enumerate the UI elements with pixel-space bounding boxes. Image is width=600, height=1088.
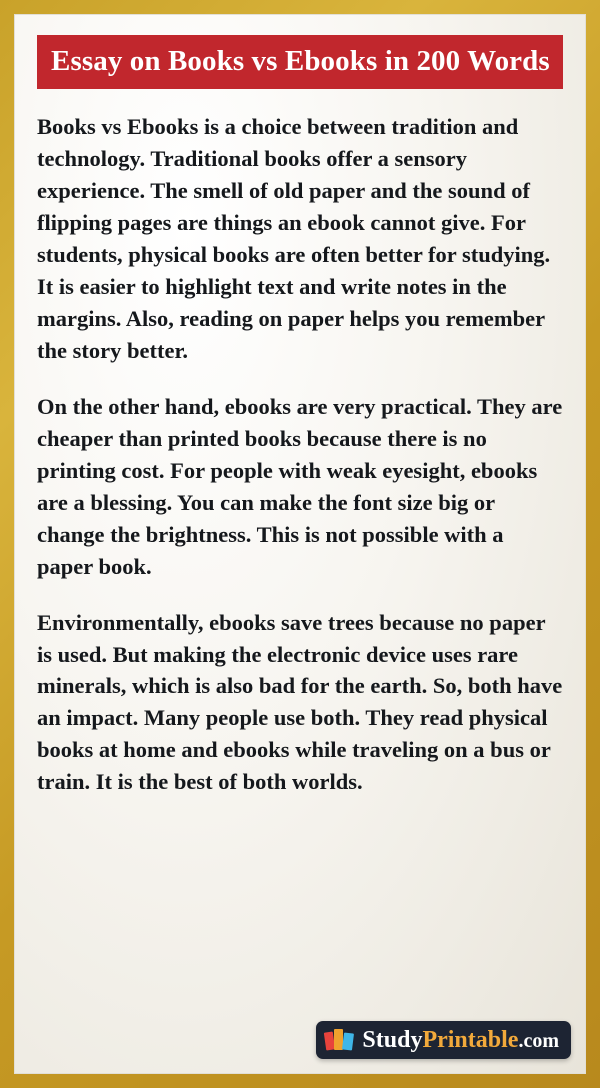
title-banner xyxy=(37,35,563,89)
stacked-books-icon xyxy=(325,1028,355,1052)
paragraph-2: On the other hand, ebooks are very practical. They are cheaper than printed books because there is no printing cost. For people with weak eyesight, ebooks are a blessing. You can make the font size big or change the brightness. This is not possible with a paper book. xyxy=(37,393,563,579)
brand-logo[interactable] xyxy=(316,1021,571,1059)
brand-word-printable: Printable xyxy=(422,1027,519,1053)
paragraph-1: Books vs Ebooks is a choice between tradition and technology. Traditional books offer a sensory experience. The smell of old paper and the sound of flipping pages are things an ebook cannot give. For students, physical books are often better for studying. It is easier to highlight text and write notes in the margins. Also, reading on paper helps you remember the story better. xyxy=(37,114,551,363)
brand-word-study: Study xyxy=(362,1027,423,1053)
paragraph-3: Environmentally, ebooks save trees because no paper is used. But making the electronic device uses rare minerals, which is also bad for the earth. So, both have an impact. Many people use both. They read physical books at home and ebooks while traveling on a bus or train. It is the best of both worlds. xyxy=(37,609,563,795)
paper-sheet xyxy=(14,14,586,1074)
page-title: Essay on Books vs Ebooks in 200 Words xyxy=(51,45,550,77)
brand-word-com: .com xyxy=(518,1030,559,1052)
essay-body xyxy=(37,111,563,798)
brand-wordmark xyxy=(362,1028,559,1052)
